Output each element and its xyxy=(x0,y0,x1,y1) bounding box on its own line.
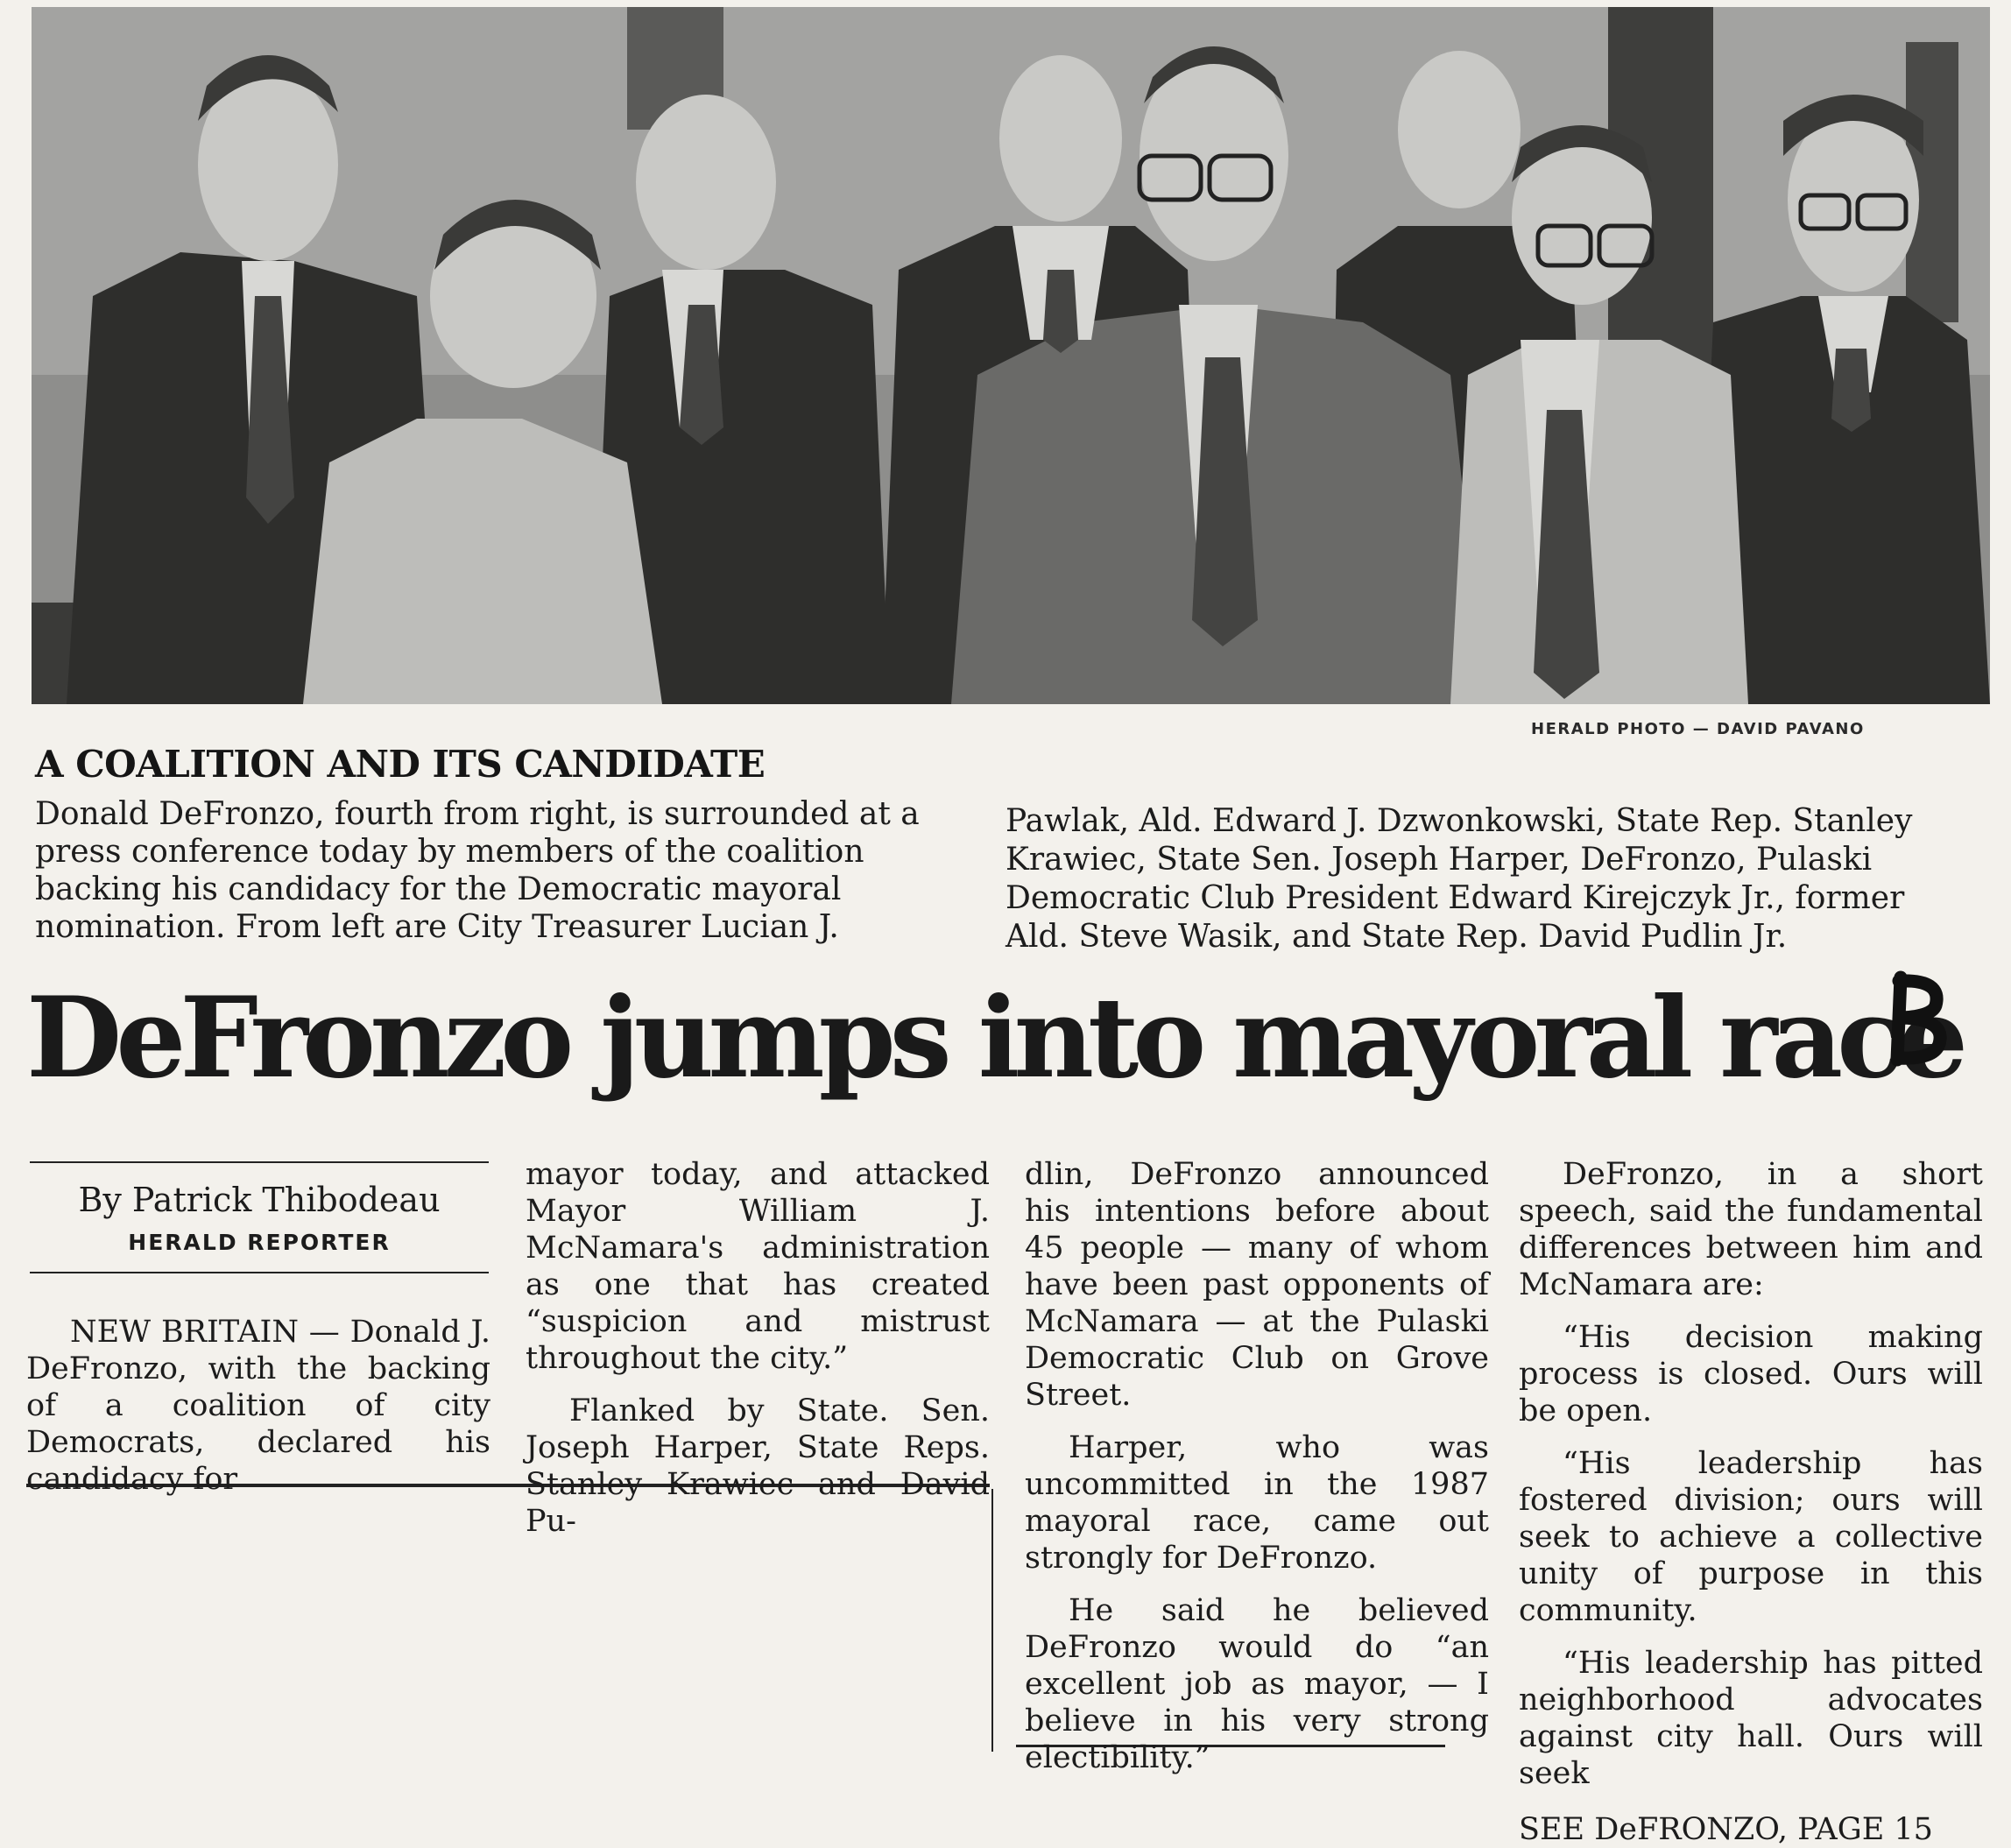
paragraph: NEW BRITAIN — Donald J. DeFronzo, with the backing of a coalition of city Democrats, declared his candidacy for xyxy=(26,1315,490,1497)
headline: DeFronzo jumps into mayoral race xyxy=(26,973,1963,1103)
caption-text-right: Pawlak, Ald. Edward J. Dzwonkowski, State Rep. Stanley Krawiec, State Sen. Joseph Harper, DeFronzo, Pulaski Democratic Club President Edward Kirejczyk Jr., former Ald. Steve Wasik, and State Rep. David Pudlin Jr. xyxy=(1006,803,1913,955)
photo-illustration xyxy=(32,7,1990,704)
paragraph: Flanked by State. Sen. Joseph Harper, State Reps. Stanley Krawiec and David Pu- xyxy=(526,1393,990,1539)
paragraph: dlin, DeFronzo announced his intentions before about 45 people — many of whom have been past opponents of McNamara — at the Pulaski Democratic Club on Grove Street. xyxy=(1025,1157,1489,1413)
article-column-2 xyxy=(526,1156,990,1540)
handwritten-mark-icon xyxy=(1881,970,1951,1067)
byline-rule-top xyxy=(30,1161,489,1163)
paragraph: mayor today, and attacked Mayor William J. McNamara's administration as one that has created “suspicion and mistrust throughout the city.” xyxy=(526,1157,990,1376)
article-column-1 xyxy=(26,1314,490,1498)
paragraph: He said he believed DeFronzo would do “an excellent job as mayor, — I believe in his very strong electibility.” xyxy=(1025,1593,1489,1775)
paragraph: Harper, who was uncommitted in the 1987 mayoral race, came out strongly for DeFronzo. xyxy=(1025,1430,1489,1576)
caption-title: A COALITION AND ITS CANDIDATE xyxy=(35,743,766,786)
paragraph: DeFronzo, in a short speech, said the fundamental differences between him and McNamara are: xyxy=(1519,1157,1983,1302)
press-conference-photo xyxy=(32,7,1990,704)
article-column-4 xyxy=(1519,1156,1983,1848)
column-rule-vertical xyxy=(991,1489,993,1752)
byline-rule-bottom xyxy=(30,1272,489,1273)
paragraph: “His leadership has pitted neighborhood advocates against city hall. Ours will seek xyxy=(1519,1646,1983,1791)
photo-credit: HERALD PHOTO — DAVID PAVANO xyxy=(1531,720,1865,738)
article-column-3 xyxy=(1025,1156,1489,1776)
jump-line: SEE DeFRONZO, PAGE 15 xyxy=(1519,1812,1933,1847)
paragraph: “His leadership has fostered division; ours will seek to achieve a collective unity of purpose in this community. xyxy=(1519,1446,1983,1628)
paragraph: “His decision making process is closed. Ours will be open. xyxy=(1519,1320,1983,1428)
byline-role: HERALD REPORTER xyxy=(128,1230,391,1255)
byline-author: By Patrick Thibodeau xyxy=(78,1181,441,1219)
caption-text-left: Donald DeFronzo, fourth from right, is surrounded at a press conference today by members of the coalition backing his candidacy for the Democratic mayoral nomination. From left are City Treasurer Lucian J. xyxy=(35,796,920,945)
